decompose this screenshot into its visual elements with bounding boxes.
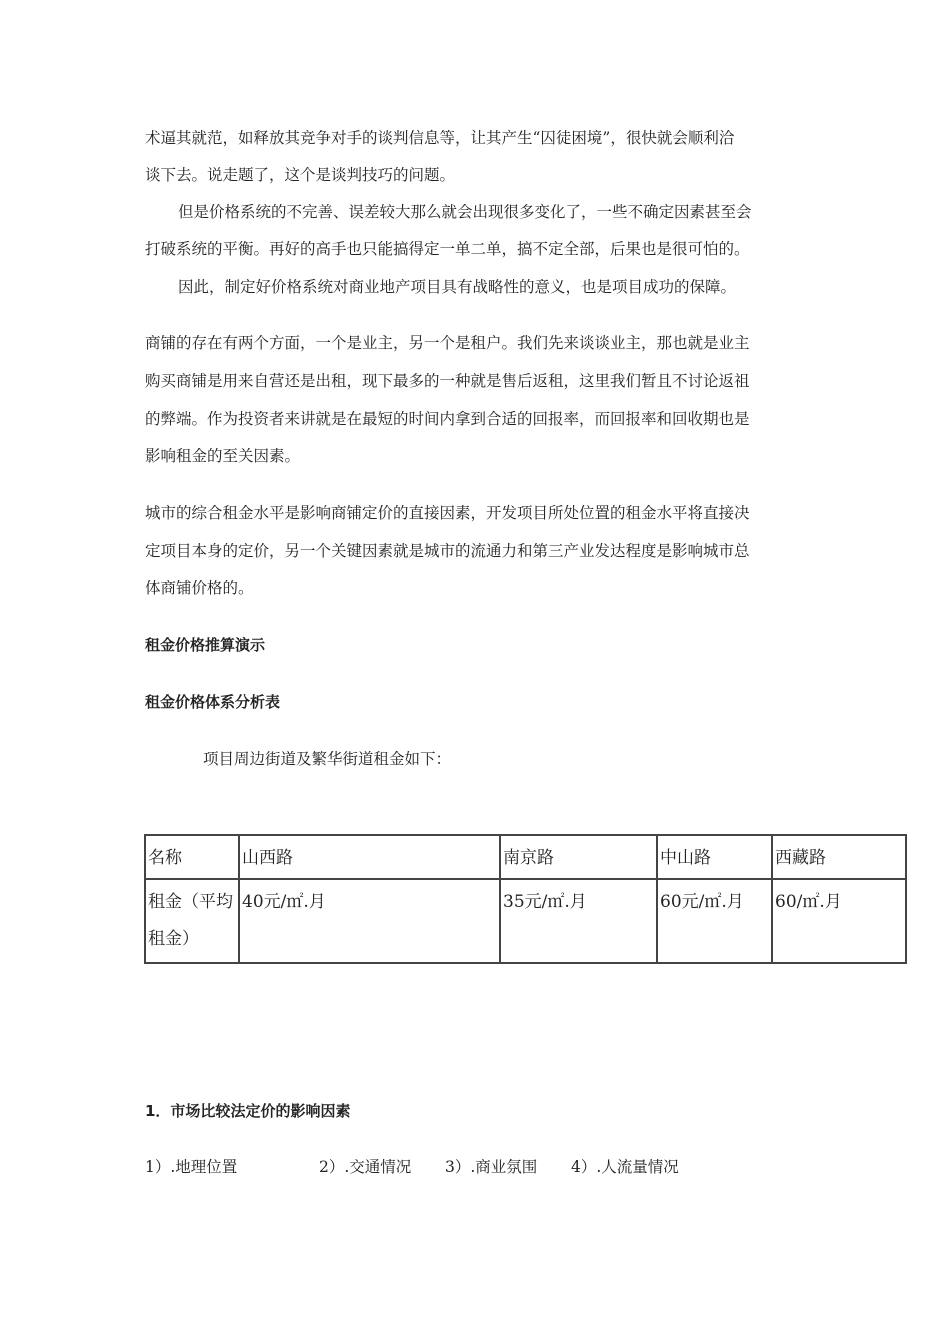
table-cell: 40元/㎡.月 (239, 879, 500, 963)
paragraph-line: 术逼其就范，如释放其竞争对手的谈判信息等，让其产生“囚徒困境”，很快就会顺利洽 (145, 129, 735, 147)
paragraph-line: 但是价格系统的不完善、误差较大那么就会出现很多变化了，一些不确定因素甚至会 (178, 203, 752, 221)
paragraph-line: 打破系统的平衡。再好的高手也只能搞得定一单二单，搞不定全部，后果也是很可怕的。 (145, 240, 750, 258)
rent-table (144, 834, 907, 964)
paragraph-line: 商铺的存在有两个方面，一个是业主，另一个是租户。我们先来谈谈业主，那也就是业主 (145, 334, 750, 352)
table-header-cell: 中山路 (657, 835, 772, 879)
table-cell: 35元/㎡.月 (500, 879, 657, 963)
heading-rent-calc: 租金价格推算演示 (145, 636, 266, 654)
paragraph-line: 因此，制定好价格系统对商业地产项目具有战略性的意义，也是项目成功的保障。 (178, 278, 737, 296)
factor-item: 2）.交通情况 (319, 1158, 412, 1176)
table-row-label: 租金（平均租金） (145, 879, 239, 963)
table-cell: 60元/㎡.月 (657, 879, 772, 963)
paragraph-line: 购买商铺是用来自营还是出租，现下最多的一种就是售后返租，这里我们暂且不讨论返祖 (145, 372, 750, 390)
table-intro: 项目周边街道及繁华街道租金如下： (203, 750, 452, 768)
table-header-cell: 南京路 (500, 835, 657, 879)
factor-item: 1）.地理位置 (145, 1158, 238, 1176)
table-row (145, 879, 906, 963)
paragraph-line: 的弊端。作为投资者来讲就是在最短的时间内拿到合适的回报率，而回报率和回收期也是 (145, 410, 750, 428)
table-cell: 60/㎡.月 (772, 879, 906, 963)
paragraph-line: 体商铺价格的。 (145, 579, 254, 597)
paragraph-line: 影响租金的至关因素。 (145, 447, 301, 465)
paragraph-line: 城市的综合租金水平是影响商铺定价的直接因素，开发项目所处位置的租金水平将直接决 (145, 504, 750, 522)
table-header-cell: 名称 (145, 835, 239, 879)
table-header-cell: 山西路 (239, 835, 500, 879)
paragraph-line: 定项目本身的定价，另一个关键因素就是城市的流通力和第三产业发达程度是影响城市总 (145, 542, 750, 560)
paragraph-line: 谈下去。说走题了，这个是谈判技巧的问题。 (145, 166, 456, 184)
factor-item: 3）.商业氛围 (445, 1158, 538, 1176)
table-header-cell: 西藏路 (772, 835, 906, 879)
heading-rent-table: 租金价格体系分析表 (145, 693, 281, 711)
factor-item: 4）.人流量情况 (571, 1158, 679, 1176)
section-title: 1．市场比较法定价的影响因素 (145, 1102, 351, 1120)
table-header-row (145, 835, 906, 879)
